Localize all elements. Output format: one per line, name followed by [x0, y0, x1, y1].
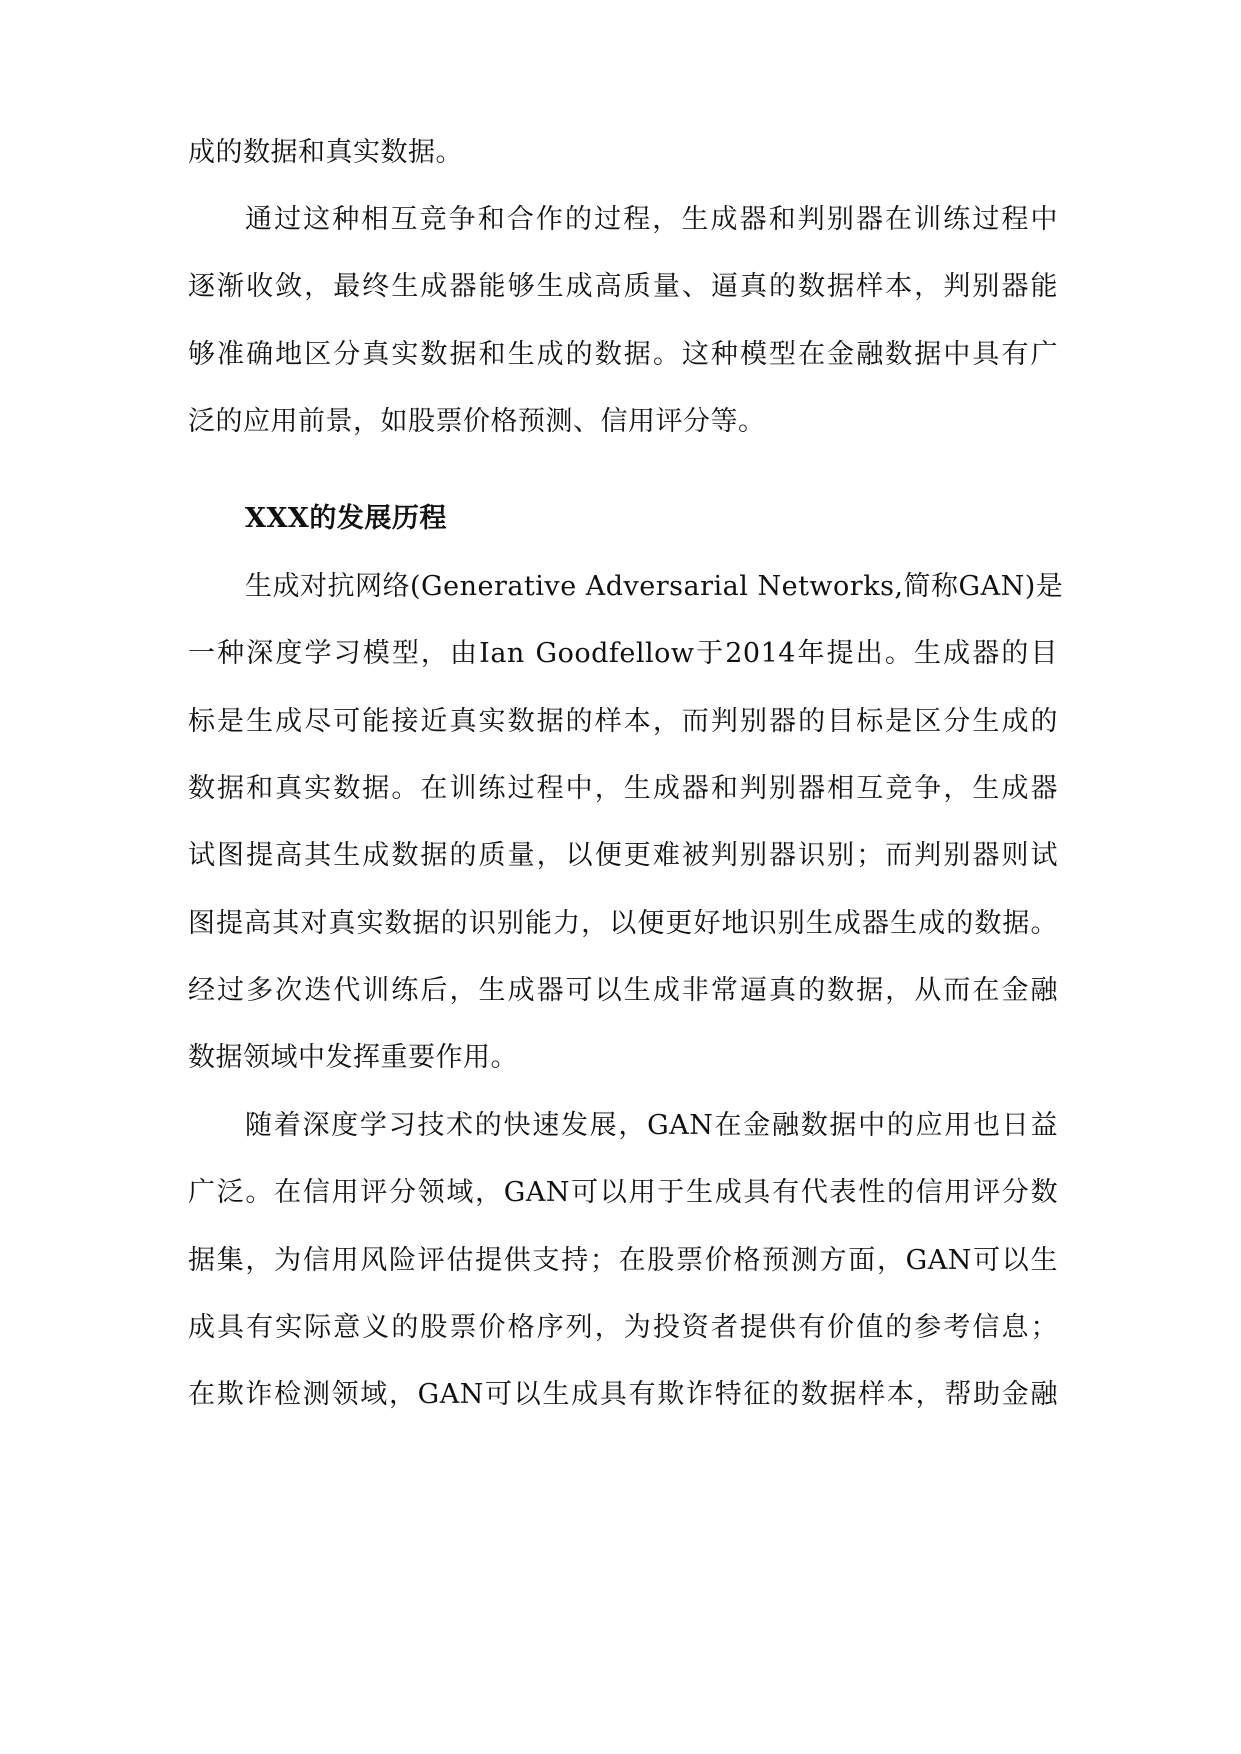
paragraph-line: 一种深度学习模型，由Ian Goodfellow于2014年提出。生成器的目	[188, 638, 1058, 669]
paragraph-line: 经过多次迭代训练后，生成器可以生成非常逼真的数据，从而在金融	[188, 975, 1058, 1006]
paragraph-line: 逐渐收敛，最终生成器能够生成高质量、逼真的数据样本，判别器能	[188, 271, 1058, 302]
section-heading: XXX的发展历程	[245, 503, 447, 534]
paragraph-line: 数据和真实数据。在训练过程中，生成器和判别器相互竞争，生成器	[188, 773, 1058, 804]
paragraph-line: 泛的应用前景，如股票价格预测、信用评分等。	[188, 406, 766, 437]
paragraph-line: 标是生成尽可能接近真实数据的样本，而判别器的目标是区分生成的	[188, 706, 1058, 737]
paragraph-line: 成的数据和真实数据。	[188, 137, 463, 168]
paragraph-line: 通过这种相互竞争和合作的过程，生成器和判别器在训练过程中	[245, 204, 1058, 235]
paragraph-line: 数据领域中发挥重要作用。	[188, 1042, 518, 1073]
paragraph-line: 在欺诈检测领域，GAN可以生成具有欺诈特征的数据样本，帮助金融	[188, 1379, 1058, 1410]
paragraph-line: 试图提高其生成数据的质量，以便更难被判别器识别；而判别器则试	[188, 840, 1058, 871]
paragraph-line: 成具有实际意义的股票价格序列，为投资者提供有价值的参考信息；	[188, 1312, 1058, 1343]
paragraph-line: 图提高其对真实数据的识别能力，以便更好地识别生成器生成的数据。	[188, 908, 1058, 939]
paragraph-line: 生成对抗网络(Generative Adversarial Networks,简称GAN)是	[245, 571, 1064, 602]
paragraph-line: 据集，为信用风险评估提供支持；在股票价格预测方面，GAN可以生	[188, 1245, 1058, 1276]
paragraph-line: 广泛。在信用评分领域，GAN可以用于生成具有代表性的信用评分数	[188, 1177, 1058, 1208]
paragraph-line: 随着深度学习技术的快速发展，GAN在金融数据中的应用也日益	[245, 1110, 1058, 1141]
paragraph-line: 够准确地区分真实数据和生成的数据。这种模型在金融数据中具有广	[188, 339, 1058, 370]
